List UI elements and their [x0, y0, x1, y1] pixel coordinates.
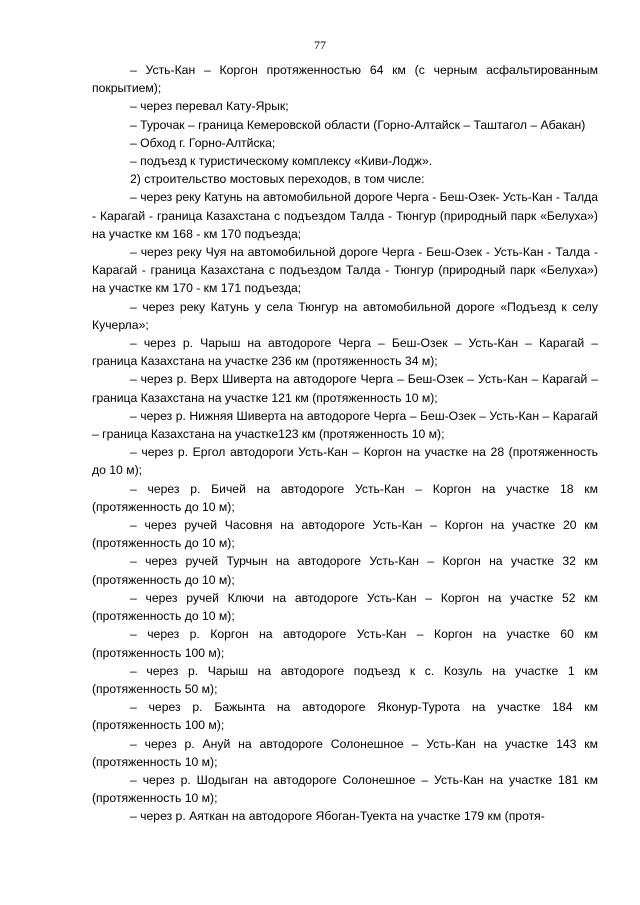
paragraph: – через реку Катунь у села Тюнгур на автомобильной дороге «Подъезд к селу Кучерла»; [92, 299, 598, 332]
paragraph: – через р. Ергол автодороги Усть-Кан – Коргон на участке на 28 (протяженность до 10 м); [92, 445, 598, 478]
paragraph: – через перевал Кату-Ярык; [130, 99, 289, 114]
paragraph: – Турочак – граница Кемеровской области (Горно-Алтайск – Таштагол – Абакан) [130, 117, 586, 132]
paragraph: – через р. Чарыш на автодороге Черга – Беш-Озек – Усть-Кан – Карагай – граница Казахстана на участке 236 км (протяженность 34 м); [92, 336, 598, 369]
paragraph: – через реку Чуя на автомобильной дороге Черга - Беш-Озек - Усть-Кан - Талда - Карагай - граница Казахстана с подъездом Талда - Тюнгур (природный парк «Белуха») на участке км 170 - км 171 подъезда; [92, 245, 598, 296]
paragraph: – Усть-Кан – Коргон протяженностью 64 км (с черным асфальтированным покрытием); [92, 63, 598, 96]
paragraph: – через р. Шодыган на автодороге Солонешное – Усть-Кан на участке 181 км (протяженность 10 м); [92, 772, 598, 806]
page-number: 77 [314, 38, 326, 52]
paragraph: – подъезд к туристическому комплексу «Киви-Лодж». [130, 154, 433, 169]
paragraph: – через р. Чарыш на автодороге подъезд к с. Козуль на участке 1 км (протяженность 50 м); [92, 663, 598, 696]
paragraph: – через р. Ануй на автодороге Солонешное – Усть-Кан на участке 143 км (протяженность 10 м); [92, 736, 598, 769]
paragraph: – через р. Коргон на автодороге Усть-Кан – Коргон на участке 60 км (протяженность 100 м); [92, 627, 598, 660]
paragraph: – через р. Бажынта на автодороге Яконур-Турота на участке 184 км (протяженность 100 м); [92, 700, 598, 733]
paragraph: – через р. Верх Шиверта на автодороге Черга – Беш-Озек – Усть-Кан – Карагай – граница Казахстана на участке 121 км (протяженность 10 м); [92, 372, 598, 405]
paragraph: – Обход г. Горно-Алтйска; [130, 135, 276, 150]
paragraph: – через р. Аяткан на автодороге Ябоган-Туекта на участке 179 км (протя- [130, 809, 545, 824]
page-content [92, 61, 598, 826]
paragraph: – через ручей Ключи на автодороге Усть-Кан – Коргон на участке 52 км (протяженность до 10 м); [92, 590, 598, 624]
paragraph: – через ручей Часовня на автодороге Усть-Кан – Коргон на участке 20 км (протяженность до 10 м); [92, 518, 598, 551]
paragraph: – через реку Катунь на автомобильной дороге Черга - Беш-Озек- Усть-Кан - Талда - Карагай - граница Казахстана с подъездом Талда - Тюнгур (природный парк «Белуха») на участке км 168 - км 170 подъезда; [92, 190, 598, 241]
paragraph: – через ручей Турчын на автодороге Усть-Кан – Коргон на участке 32 км (протяженность до 10 м); [92, 554, 598, 587]
paragraph: – через р. Нижняя Шиверта на автодороге Черга – Беш-Озек – Усть-Кан – Карагай – граница Казахстана на участке123 км (протяженность 10 м); [92, 408, 598, 442]
paragraph: 2) строительство мостовых переходов, в том числе: [130, 172, 425, 187]
paragraph: – через р. Бичей на автодороге Усть-Кан – Коргон на участке 18 км (протяженность до 10 м); [92, 481, 598, 514]
